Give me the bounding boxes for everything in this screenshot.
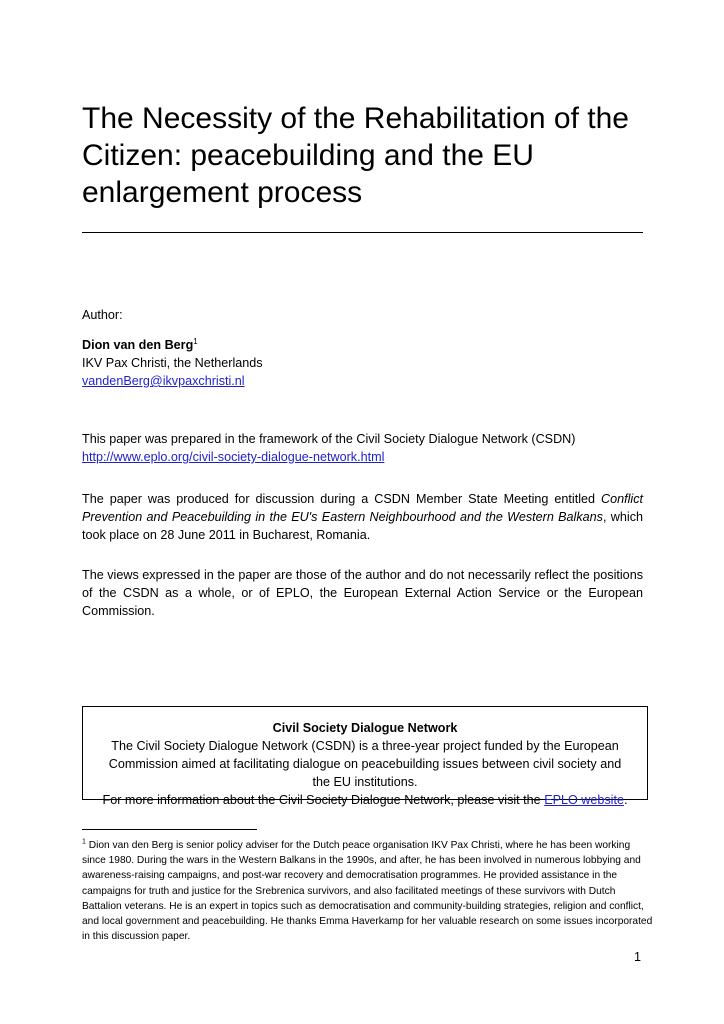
footnote-separator bbox=[82, 829, 257, 830]
box-line-1: The Civil Society Dialogue Network (CSDN) is a three-year project funded by the European bbox=[111, 739, 619, 753]
discussion-text-start: The paper was produced for discussion during a CSDN Member State Meeting entitled bbox=[82, 492, 601, 506]
author-block bbox=[82, 336, 643, 390]
framework-text: This paper was prepared in the framework of the Civil Society Dialogue Network (CSDN) bbox=[82, 432, 576, 446]
csdn-info-box bbox=[82, 706, 648, 807]
framework-paragraph bbox=[82, 430, 643, 466]
csdn-url-link[interactable]: http://www.eplo.org/civil-society-dialogue-network.html bbox=[82, 450, 385, 464]
disclaimer-paragraph: The views expressed in the paper are those of the author and do not necessarily reflect the positions of the CSDN as a whole, or of EPLO, the European External Action Service or the European Commission. bbox=[82, 568, 643, 618]
author-name: Dion van den Berg bbox=[82, 338, 194, 352]
box-line-3: the EU institutions. bbox=[312, 775, 418, 789]
author-footnote-marker[interactable]: 1 bbox=[193, 336, 198, 346]
footnote-marker: 1 bbox=[82, 838, 86, 846]
discussion-paragraph bbox=[82, 490, 643, 544]
footnote-text: Dion van den Berg is senior policy adviser for the Dutch peace organisation IKV Pax Christi, where he has been working since 1980. During the wars in the Western Balkans in the 1990s, and after, he has been involved in numerous lobbying and awareness-raising campaigns, and post-war recovery and democratisation programmes. He provided assistance in the campaigns for truth and justice for the Srebrenica survivors, and also facilitated meetings of these survivors with Dutch Battalion veterans. He is an expert in topics such as democratisation and community-building strategies, religion and conflict, and local government and peacebuilding. He thanks Emma Haverkamp for her valuable research on some issues incorporated in this discussion paper. bbox=[82, 840, 653, 943]
box-line-4-text: For more information about the Civil Society Dialogue Network, please visit the bbox=[102, 793, 545, 807]
author-label: Author: bbox=[82, 308, 123, 322]
author-email-link[interactable]: vandenBerg@ikvpaxchristi.nl bbox=[82, 374, 245, 388]
author-affiliation: IKV Pax Christi, the Netherlands bbox=[82, 356, 263, 370]
document-title: The Necessity of the Rehabilitation of the Citizen: peacebuilding and the EU enlargement process bbox=[82, 102, 629, 209]
box-line-4 bbox=[83, 791, 647, 809]
box-heading: Civil Society Dialogue Network bbox=[272, 721, 458, 735]
box-line-4-period: . bbox=[624, 793, 628, 807]
discussion-text-end: , which took place on 28 June 2011 in Bucharest, Romania. bbox=[82, 510, 643, 542]
title-divider bbox=[82, 232, 643, 233]
footnote bbox=[82, 838, 654, 944]
box-line-2: Commission aimed at facilitating dialogue on peacebuilding issues between civil society and bbox=[108, 757, 622, 771]
page-number: 1 bbox=[634, 950, 642, 964]
meeting-title: Conflict Prevention and Peacebuilding in the EU's Eastern Neighbourhood and the Western Balkans bbox=[82, 492, 643, 524]
eplo-website-link[interactable]: EPLO website bbox=[544, 793, 624, 807]
